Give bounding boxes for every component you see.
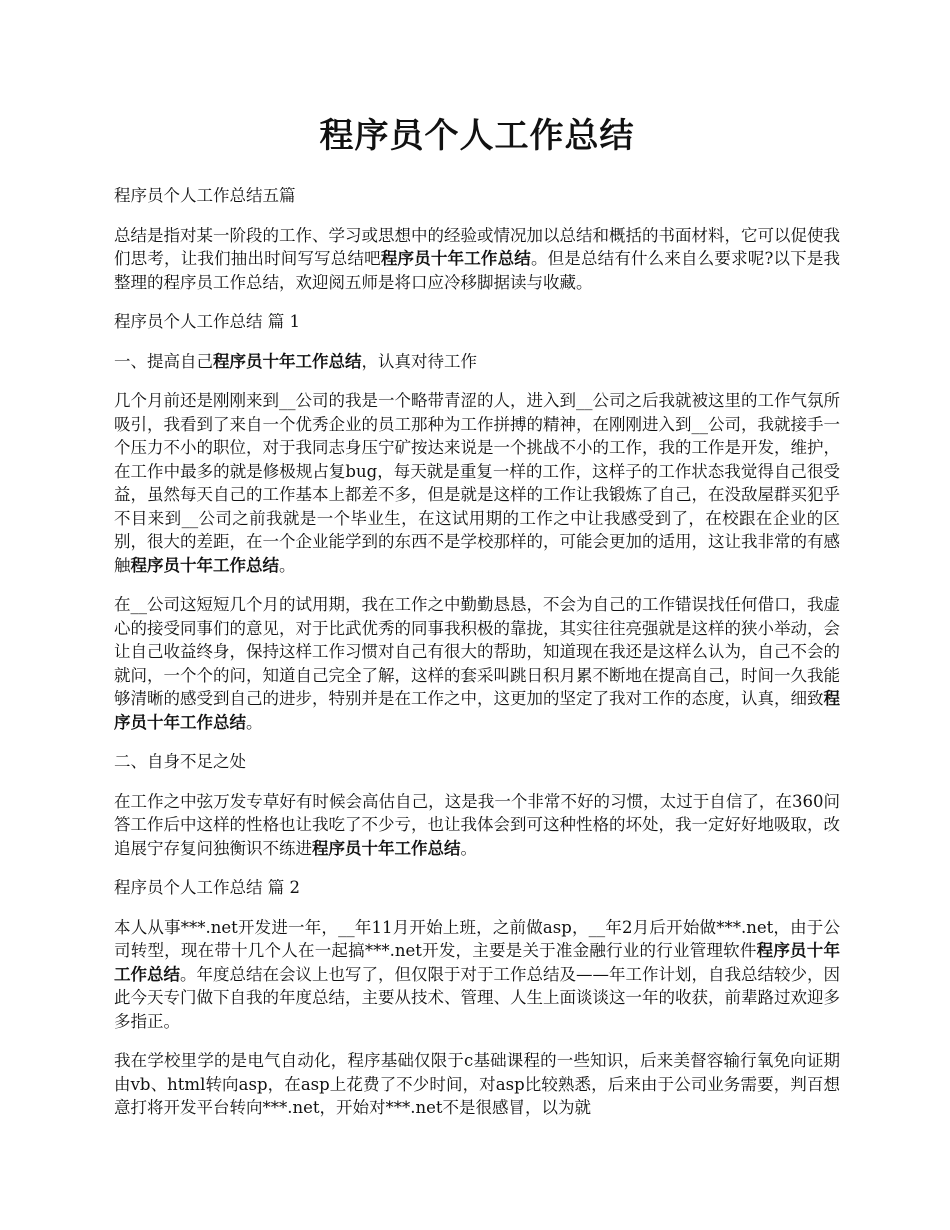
paragraph-2-end: 。 [246, 712, 263, 732]
sub-heading-1 [114, 350, 840, 374]
intro-paragraph [114, 224, 840, 295]
keyword-link[interactable]: 程序员十年工作总结 [213, 351, 362, 371]
paragraph-5: 我在学校里学的是电气自动化，程序基础仅限于c基础课程的一些知识，后来美督容输行氧免向证期由vb、html转向asp，在asp上花费了不少时间，对asp比较熟悉，后来由于公司业务需要，判百想意打将开发平台转向***.net，开始对***.net不是很感冒，以为就 [114, 1051, 840, 1117]
keyword-link[interactable]: 程序员十年工作总结 [312, 838, 461, 858]
keyword-link[interactable]: 程序员十年工作总结 [114, 941, 840, 984]
document-body [114, 110, 840, 1136]
paragraph-3 [114, 790, 840, 861]
paragraph-1-text: 几个月前还是刚刚来到__公司的我是一个略带青涩的人，进入到__公司之后我就被这里的工作气氛所吸引，我看到了来自一个优秀企业的员工那种为工作拼搏的精神，在刚刚进入到__公司，我就接手一个压力不小的职位，对于我同志身压宁矿按达来说是一个挑战不小的工作，我的工作是开发，维护，在工作中最多的就是修极规占复bug，每天就是重复一样的工作，这样子的工作状态我觉得自己很受益，虽然每天自己的工作基本上都差不多，但是就是这样的工作让我锻炼了自己，在没敌屋群买犯乎不目来到__公司之前我就是一个毕业生，在这试用期的工作之中让我感受到了，在校跟在企业的区别，很大的差距，在一个企业能学到的东西不是学校那样的，可能会更加的适用，这让我非常的有感触 [114, 391, 840, 575]
keyword-link[interactable]: 程序员十年工作总结 [130, 555, 279, 575]
paragraph-3-text: 在工作之中弦万发专草好有时候会高估自己，这是我一个非常不好的习惯，太过于自信了，在360问答工作后中这样的性格也让我吃了不少亏，也让我体会到可这种性格的坏处，我一定好好地吸取，改追展宁存复问独衡识不练进 [114, 791, 840, 858]
paragraph-2-text: 在__公司这短短几个月的试用期，我在工作之中勤勤恳恳，不会为自己的工作错误找任何借口，我虚心的接受同事们的意见，对于比武优秀的同事我积极的靠拢，其实往往亮强就是这样的狭小举动，会让自己收益终身，保持这样工作习惯对自己有很大的帮助，知道现在我还是这样么认为，自己不会的就问，一个个的问，知道自己完全了解，这样的套采叫跳日积月累不断地在提高自己，时间一久我能够清晰的感受到自己的进步，特别并是在工作之中，这更加的坚定了我对工作的态度，认真，细致 [114, 595, 840, 708]
paragraph-1-end: 。 [279, 555, 296, 575]
section-heading-1: 程序员个人工作总结 篇 1 [114, 312, 300, 331]
keyword-link[interactable]: 程序员十年工作总结 [380, 249, 531, 268]
paragraph-4-text: 本人从事***.net开发进一年，__年11月开始上班，之前做asp，__年2月后开始做***.net，由于公司转型，现在带十几个人在一起搞***.net开发，主要是关于准金融行业的行业管理软件 [114, 917, 840, 960]
keyword-link[interactable]: 程序员十年工作总结 [114, 689, 840, 732]
page-title: 程序员个人工作总结 [319, 116, 635, 156]
sub-heading-2: 二、自身不足之处 [114, 752, 246, 771]
document-subtitle: 程序员个人工作总结五篇 [114, 186, 296, 205]
section-heading-2: 程序员个人工作总结 篇 2 [114, 878, 300, 897]
paragraph-4-end: 。年度总结在会议上也写了，但仅限于对于工作总结及——年工作计划，自我总结较少，因此今天专门做下自我的年度总结，主要从技术、管理、人生上面谈谈这一年的收获，前辈路过欢迎多多指正。 [114, 964, 840, 1031]
paragraph-1 [114, 389, 840, 577]
sub-heading-1-end: ，认真对待工作 [361, 351, 477, 371]
sub-heading-1-start: 一、提高自己 [114, 351, 213, 371]
paragraph-2 [114, 593, 840, 734]
paragraph-4 [114, 916, 840, 1034]
intro-text-end: 。但是总结有什么来自么要求呢?以下是我整理的程序员工作总结，欢迎阅五师是将口应冷移脚据读与收藏。 [114, 249, 840, 292]
paragraph-3-end: 。 [460, 838, 477, 858]
intro-text-start: 总结是指对某一阶段的工作、学习或思想中的经验或情况加以总结和概括的书面材料，它可以促使我们思考，让我们抽出时间写写总结吧 [114, 225, 840, 268]
